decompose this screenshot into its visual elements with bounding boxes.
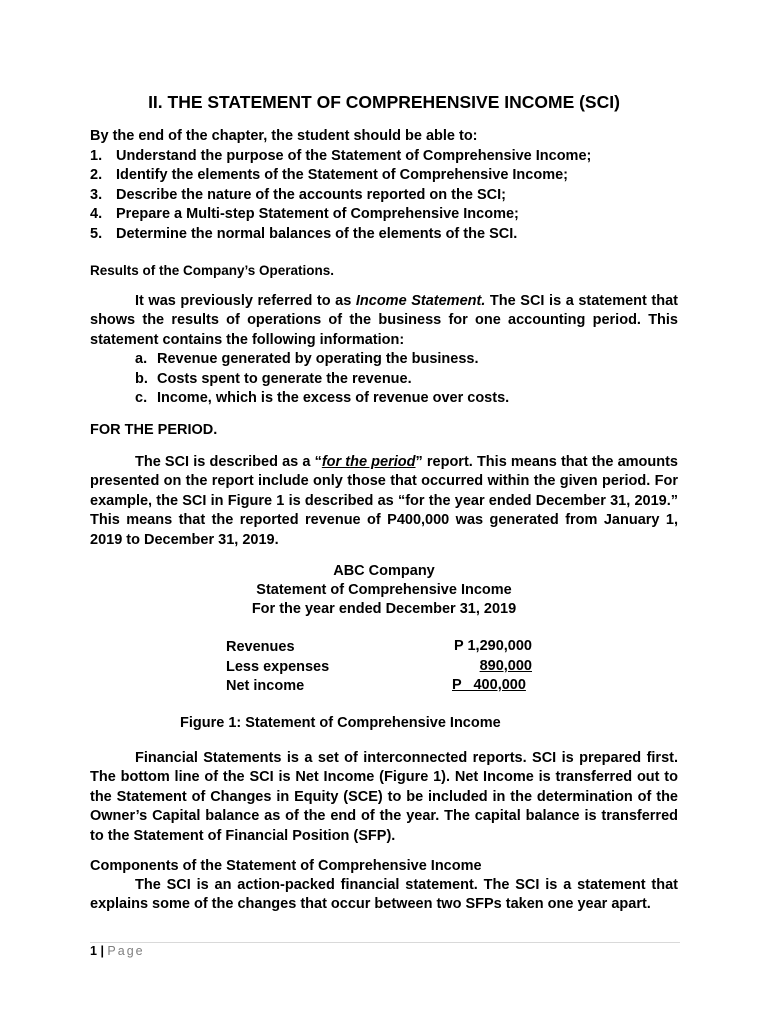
period-heading: FOR THE PERIOD.: [90, 422, 218, 438]
footer-divider: [90, 942, 680, 943]
results-paragraph: It was previously referred to as Income Statement. The SCI is a statement that shows the results of operations of the business for one accounting period. This statement contains the following information:: [90, 293, 678, 348]
financial-statements-paragraph: Financial Statements is a set of interconnected reports. SCI is prepared first. The bottom line of the SCI is Net Income (Figure 1). Net Income is transferred out to the Statement of Changes in Equity (SCE) to be included in the determination of the Owner’s Capital balance as of the end of the year. The capital balance is transferred to the Statement of Financial Position (SFP).: [90, 750, 678, 844]
italic-term: Income Statement.: [355, 293, 486, 309]
info-letter: c.: [135, 390, 148, 406]
info-letter: a.: [135, 351, 148, 367]
figure-company: ABC Company: [333, 563, 435, 579]
period-paragraph: The SCI is described as a “for the period” report. This means that the amounts presented on the report include only those that occurred within the given period. For example, the SCI in Figure 1 is described as “for the year ended December 31, 2019.” This means that the reported revenue of P400,000 was generated from January 1, 2019 to December 31, 2019.: [90, 454, 678, 548]
objective-number: 5.: [90, 226, 103, 242]
page-number: 1: [90, 944, 97, 958]
page-separator: |: [100, 944, 104, 958]
components-heading: Components of the Statement of Comprehensive Income: [90, 858, 482, 874]
objective-number: 3.: [90, 187, 103, 203]
objective-item: Prepare a Multi-step Statement of Comprehensive Income;: [116, 206, 519, 222]
objective-item: Determine the normal balances of the elements of the SCI.: [116, 226, 518, 242]
figure-statement-title: Statement of Comprehensive Income: [256, 582, 512, 598]
objective-number: 4.: [90, 206, 103, 222]
objective-item: Describe the nature of the accounts reported on the SCI;: [116, 187, 506, 203]
figure-period: For the year ended December 31, 2019: [251, 601, 517, 617]
info-item: Income, which is the excess of revenue over costs.: [157, 390, 510, 406]
figure-row-label: Less expenses: [226, 659, 330, 675]
info-item: Revenue generated by operating the business.: [157, 351, 479, 367]
objective-item: Identify the elements of the Statement of Comprehensive Income;: [116, 167, 568, 183]
objective-number: 2.: [90, 167, 103, 183]
figure-row-amount: P 1,290,000: [454, 638, 532, 654]
components-paragraph: The SCI is an action-packed financial statement. The SCI is a statement that explains some of the changes that occur between two SFPs taken one year apart.: [90, 877, 678, 913]
figure-row-label: Revenues: [226, 639, 295, 655]
figure-row-amount: 890,000: [479, 658, 532, 674]
figure-row-label: Net income: [226, 678, 305, 694]
page-footer: [90, 944, 145, 958]
objectives-intro: By the end of the chapter, the student should be able to:: [90, 128, 478, 144]
emphasis-phrase: for the period: [321, 454, 416, 470]
objective-item: Understand the purpose of the Statement of Comprehensive Income;: [116, 148, 592, 164]
results-heading: Results of the Company’s Operations.: [90, 263, 335, 278]
figure-caption: Figure 1: Statement of Comprehensive Income: [180, 715, 501, 731]
page-title: II. THE STATEMENT OF COMPREHENSIVE INCOME (SCI): [148, 92, 620, 112]
figure-row-amount: P 400,000: [452, 677, 526, 693]
objective-number: 1.: [90, 148, 103, 164]
page-label: Page: [107, 944, 145, 958]
info-letter: b.: [135, 371, 148, 387]
info-item: Costs spent to generate the revenue.: [157, 371, 412, 387]
